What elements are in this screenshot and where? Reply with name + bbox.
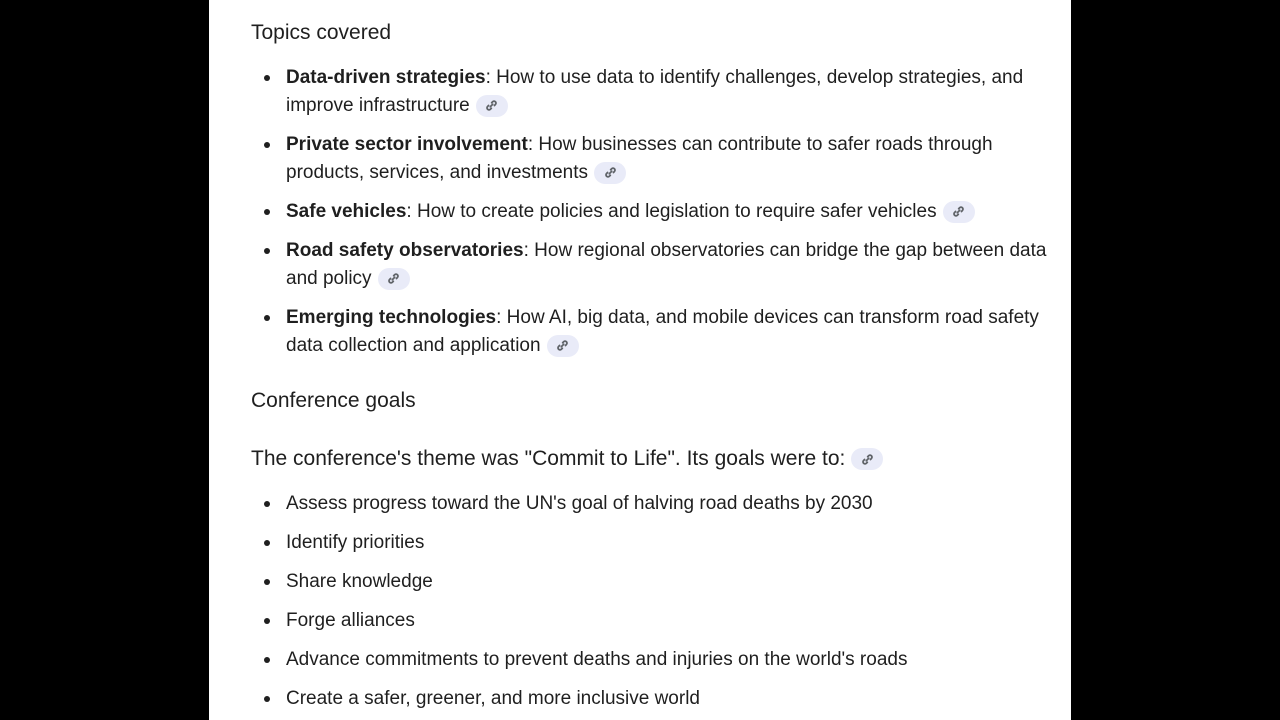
source-link-chip[interactable]: [851, 448, 883, 470]
topic-term: Safe vehicles: [286, 201, 407, 222]
topic-desc: : How to use data to identify challenges, develop strategies, and improve infrastructure: [286, 67, 1024, 116]
source-link-chip[interactable]: [547, 335, 579, 357]
goal-item: Assess progress toward the UN's goal of halving road deaths by 2030: [286, 490, 1061, 518]
topics-heading: Topics covered: [251, 21, 392, 44]
goal-item: Share knowledge: [286, 568, 1061, 596]
topic-term: Private sector involvement: [286, 134, 528, 155]
topic-item: [286, 237, 1061, 293]
topic-term: Emerging technologies: [286, 307, 497, 328]
link-icon: [485, 99, 498, 112]
source-link-chip[interactable]: [476, 95, 508, 117]
topic-item: [286, 198, 1061, 226]
goal-item: Advance commitments to prevent deaths and injuries on the world's roads: [286, 646, 1061, 674]
goal-item: Forge alliances: [286, 607, 1061, 635]
topic-desc: : How to create policies and legislation to require safer vehicles: [406, 201, 937, 222]
source-link-chip[interactable]: [943, 201, 975, 223]
topic-desc: : How regional observatories can bridge the gap between data and policy: [286, 240, 1047, 289]
topic-item: [286, 304, 1061, 360]
link-icon: [387, 272, 400, 285]
topic-term: Road safety observatories: [286, 240, 524, 261]
topic-item: [286, 131, 1061, 187]
source-link-chip[interactable]: [594, 162, 626, 184]
goals-theme-text: The conference's theme was "Commit to Life". Its goals were to:: [251, 447, 846, 470]
link-icon: [861, 453, 874, 466]
topic-item: [286, 64, 1061, 120]
goals-theme-line: [251, 447, 883, 471]
goals-heading: Conference goals: [251, 389, 416, 412]
topic-desc: : How businesses can contribute to safer roads through products, services, and investments: [286, 134, 993, 183]
link-icon: [556, 339, 569, 352]
response-panel: [209, 0, 1071, 720]
source-link-chip[interactable]: [378, 268, 410, 290]
link-icon: [604, 166, 617, 179]
topic-desc: : How AI, big data, and mobile devices can transform road safety data collection and application: [286, 307, 1039, 356]
link-icon: [952, 205, 965, 218]
topic-term: Data-driven strategies: [286, 67, 486, 88]
goal-item: Create a safer, greener, and more inclusive world: [286, 685, 1061, 713]
goal-item: Identify priorities: [286, 529, 1061, 557]
